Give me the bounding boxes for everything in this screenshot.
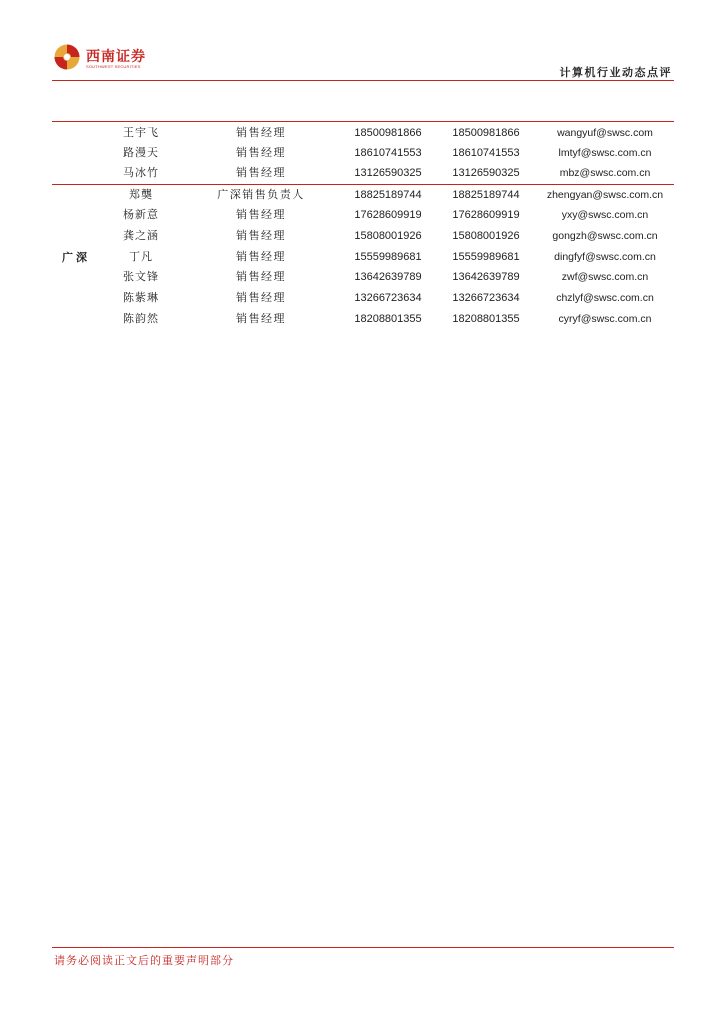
contact-mobile: 18825189744 xyxy=(452,189,520,201)
contact-phone: 15808001926 xyxy=(354,230,422,242)
contact-title: 销售经理 xyxy=(236,229,286,242)
contact-name: 丁凡 xyxy=(129,250,153,263)
contact-email: lmtyf@swsc.com.cn xyxy=(558,147,652,159)
contact-mobile: 13126590325 xyxy=(452,167,520,179)
contact-title: 销售经理 xyxy=(236,208,286,221)
table-row xyxy=(0,247,724,267)
table-row xyxy=(0,226,724,246)
contact-mobile: 18500981866 xyxy=(452,127,520,139)
contact-phone: 13126590325 xyxy=(354,167,422,179)
contact-phone: 18610741553 xyxy=(354,147,422,159)
report-type-title: 计算机行业动态点评 xyxy=(559,66,672,79)
contact-mobile: 15559989681 xyxy=(452,251,520,263)
contact-name: 杨新意 xyxy=(123,208,159,221)
table-row xyxy=(0,185,724,205)
contact-email: yxy@swsc.com.cn xyxy=(561,209,649,221)
contact-phone: 15559989681 xyxy=(354,251,422,263)
footer-divider xyxy=(52,947,674,948)
contact-email: wangyuf@swsc.com xyxy=(557,127,653,139)
logo-english-name: SOUTHWEST SECURITIES xyxy=(86,64,141,69)
company-logo xyxy=(54,44,174,74)
table-row xyxy=(0,163,724,183)
contact-mobile: 18208801355 xyxy=(452,313,520,325)
contact-title: 销售经理 xyxy=(236,312,286,325)
table-row xyxy=(0,143,724,163)
contact-mobile: 13642639789 xyxy=(452,271,520,283)
contact-mobile: 15808001926 xyxy=(452,230,520,242)
contact-email: chzlyf@swsc.com.cn xyxy=(556,292,654,304)
table-row xyxy=(0,267,724,287)
swsc-logo-icon xyxy=(54,44,80,70)
contact-phone: 18825189744 xyxy=(354,189,422,201)
contact-title: 销售经理 xyxy=(236,126,286,139)
footer-disclaimer: 请务必阅读正文后的重要声明部分 xyxy=(54,954,234,967)
contact-email: zwf@swsc.com.cn xyxy=(561,271,649,283)
contact-phone: 17628609919 xyxy=(354,209,422,221)
contact-name: 马冰竹 xyxy=(123,166,159,179)
contact-title: 广深销售负责人 xyxy=(217,188,305,201)
contact-title: 销售经理 xyxy=(236,250,286,263)
contact-email: zhengyan@swsc.com.cn xyxy=(546,189,664,201)
contact-title: 销售经理 xyxy=(236,270,286,283)
contact-mobile: 13266723634 xyxy=(452,292,520,304)
region-label: 广深 xyxy=(62,251,90,264)
contact-email: mbz@swsc.com.cn xyxy=(559,167,651,179)
contact-phone: 18500981866 xyxy=(354,127,422,139)
contact-mobile: 17628609919 xyxy=(452,209,520,221)
logo-chinese-name: 西南证券 xyxy=(86,49,146,65)
header-divider xyxy=(52,80,674,81)
table-row xyxy=(0,288,724,308)
contact-mobile: 18610741553 xyxy=(452,147,520,159)
contact-email: gongzh@swsc.com.cn xyxy=(552,230,658,242)
contact-phone: 13266723634 xyxy=(354,292,422,304)
contact-name: 龚之涵 xyxy=(123,229,159,242)
contact-email: dingfyf@swsc.com.cn xyxy=(554,251,656,263)
contact-name: 陈紫琳 xyxy=(123,291,159,304)
contact-name: 陈韵然 xyxy=(123,312,159,325)
contact-title: 销售经理 xyxy=(236,146,286,159)
contact-name: 郑龑 xyxy=(129,188,153,201)
contact-name: 路漫天 xyxy=(123,146,159,159)
contact-name: 张文锋 xyxy=(123,270,159,283)
table-row xyxy=(0,205,724,225)
contact-phone: 18208801355 xyxy=(354,313,422,325)
contact-phone: 13642639789 xyxy=(354,271,422,283)
contact-title: 销售经理 xyxy=(236,291,286,304)
contact-email: cyryf@swsc.com.cn xyxy=(558,313,652,325)
table-top-border xyxy=(52,121,674,122)
table-row xyxy=(0,309,724,329)
contact-name: 王宇飞 xyxy=(123,126,159,139)
table-row xyxy=(0,123,724,143)
contact-title: 销售经理 xyxy=(236,166,286,179)
